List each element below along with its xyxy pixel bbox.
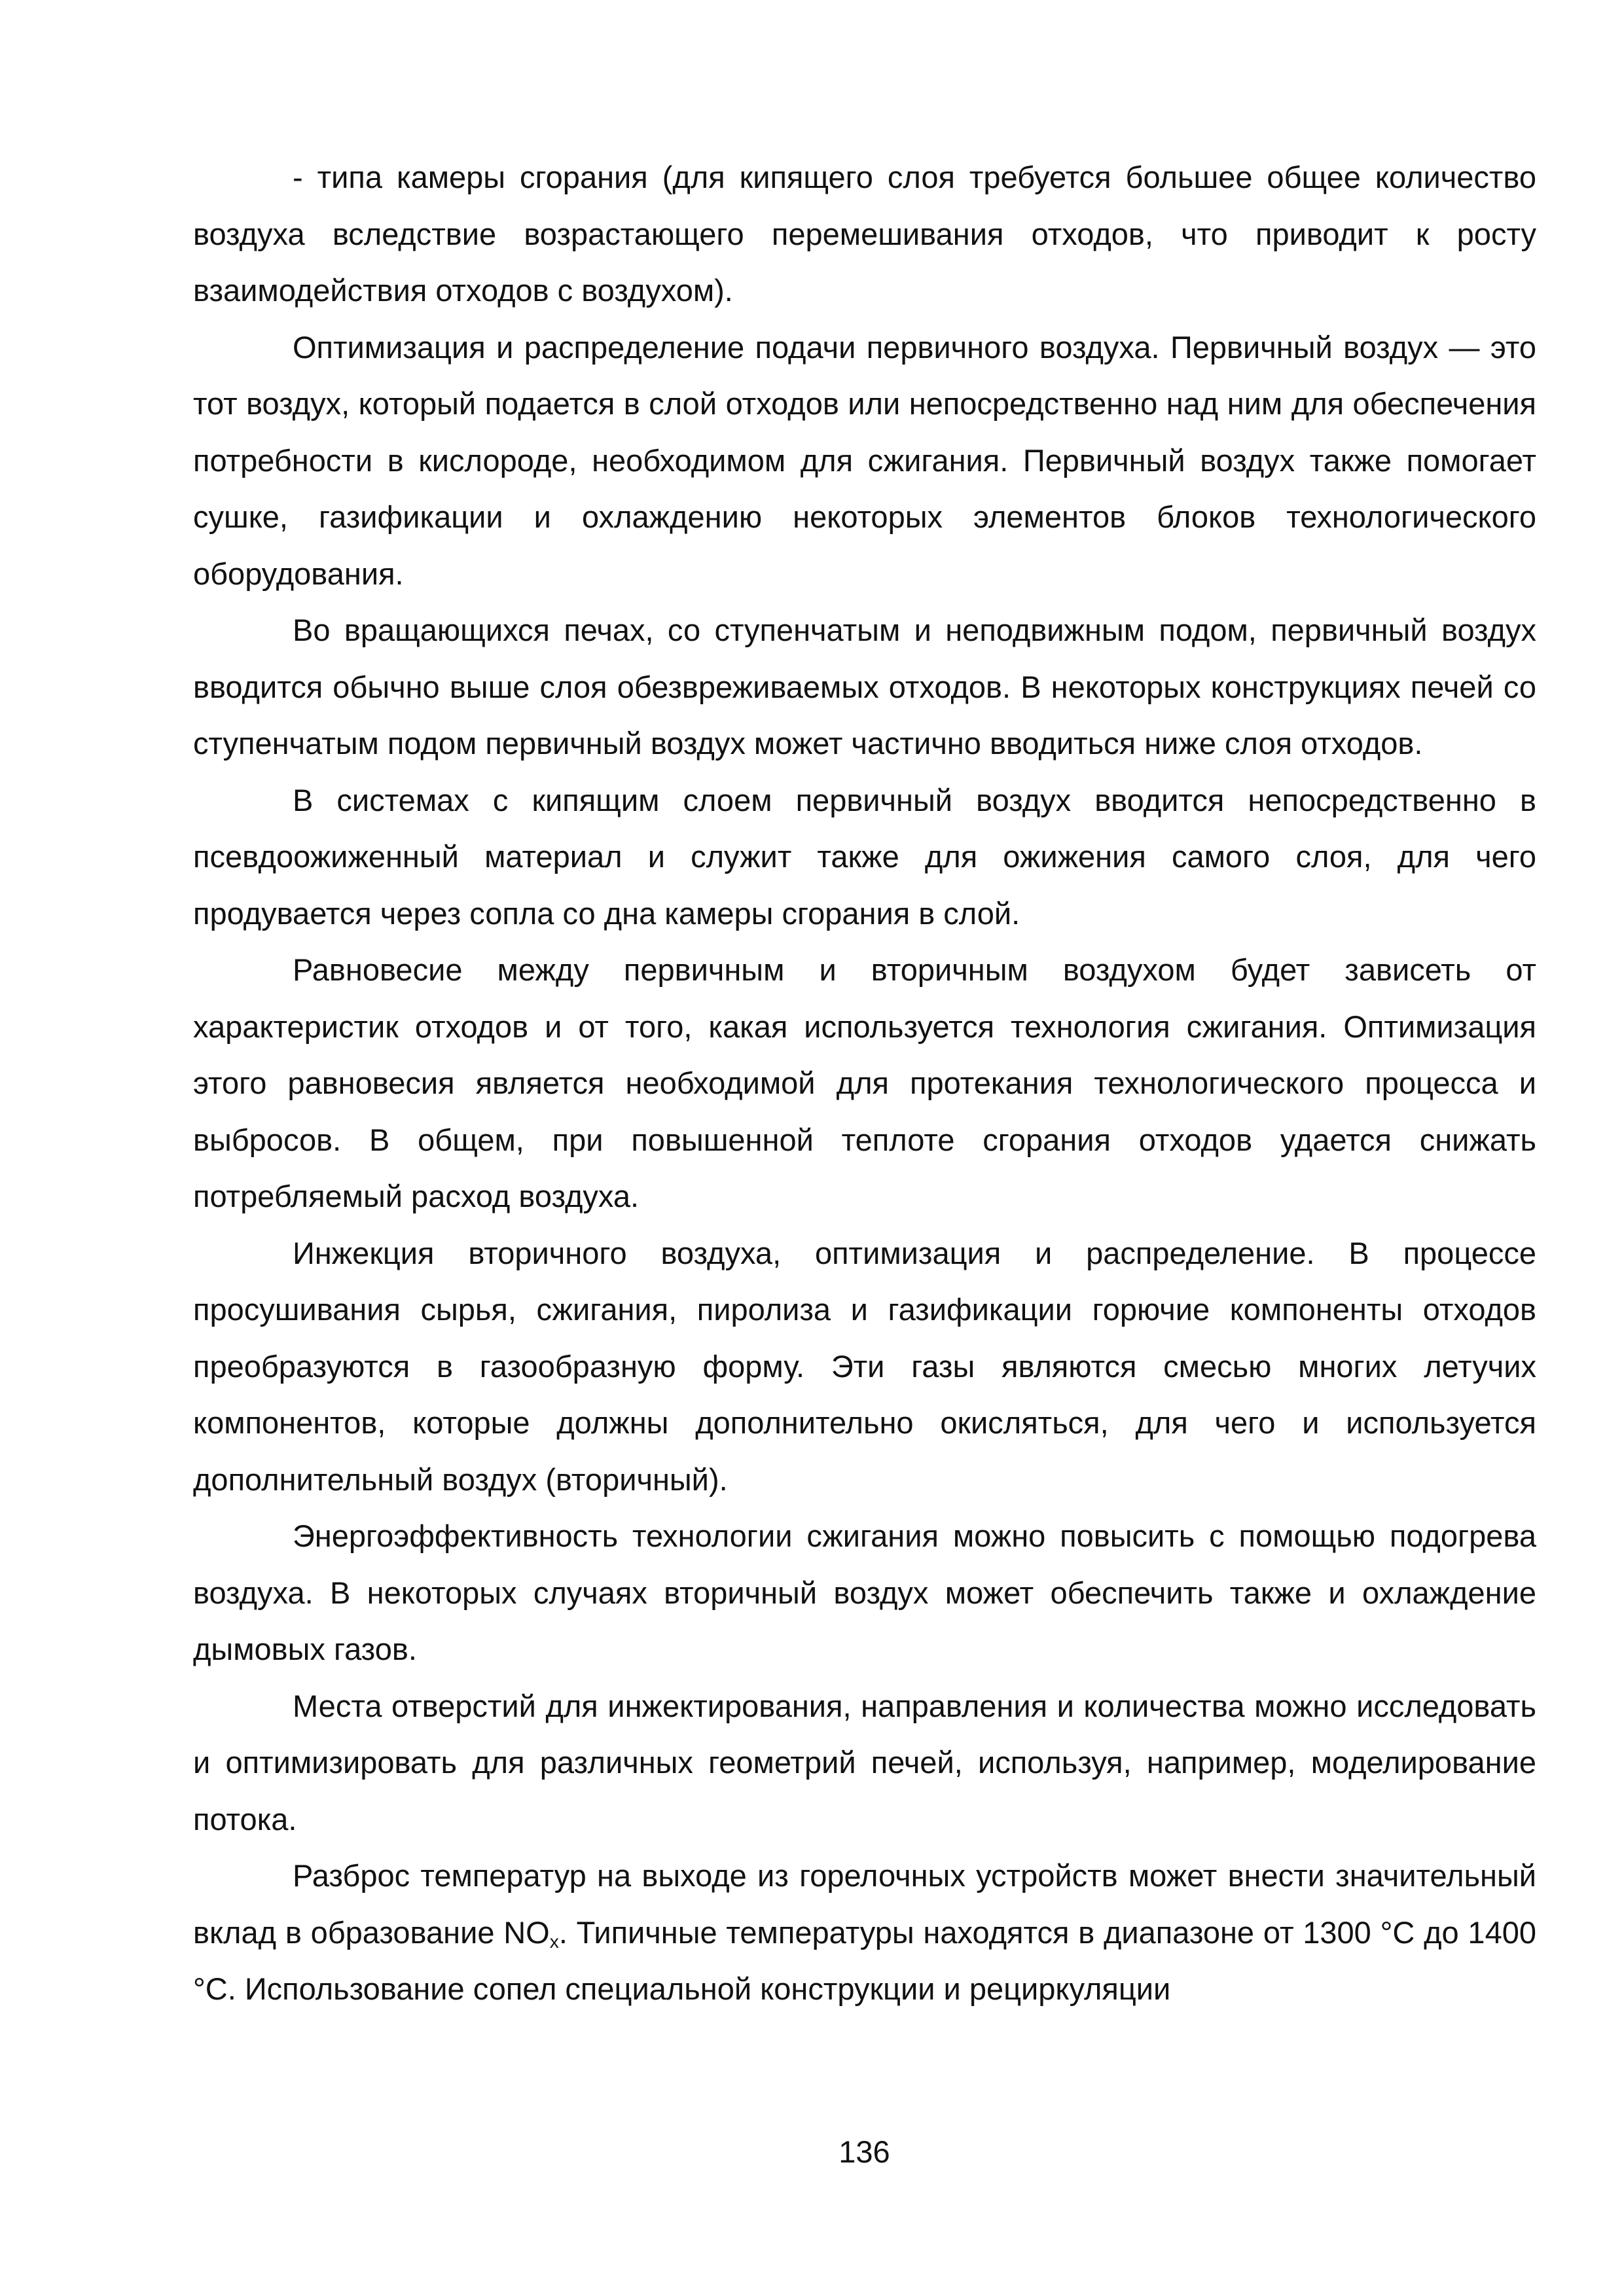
paragraph-secondary-air-injection: Инжекция вторичного воздуха, оптимизация и распределение. В процессе просушивания сырья, сжигания, пиролиза и газификации горючие компоненты отходов преобразуются в газообразную форму. Эти газы являются смесью многих летучих компонентов, которые должны дополнительно окисляться, для чего и используется дополнительный воздух (вторичный).	[193, 1235, 1536, 1497]
paragraph-air-balance: Равновесие между первичным и вторичным воздухом будет зависеть от характеристик отходов и от того, какая используется технология сжигания. Оптимизация этого равновесия является необходимой для протекания технологического процесса и выбросов. В общем, при повышенной теплоте сгорания отходов удается снижать потребляемый расход воздуха.	[193, 952, 1536, 1213]
paragraph-fluidized-bed: В системах с кипящим слоем первичный воздух вводится непосредственно в псевдоожиженный материал и служит также для ожижения самого слоя, для чего продувается через сопла со дна камеры сгорания в слой.	[193, 782, 1536, 931]
paragraph-injection-openings: Места отверстий для инжектирования, направления и количества можно исследовать и оптимизировать для различных геометрий печей, используя, например, моделирование потока.	[193, 1688, 1536, 1837]
page-number: 136	[839, 2134, 890, 2169]
temperature-text-after: . Типичные температуры находятся в диапазоне от 1300 °С до 1400 °С. Использование сопел специальной конструкции и рециркуляции	[193, 1914, 1536, 2006]
temperature-text-before: Разброс температур на выходе из горелочных устройств может внести значительный вклад в образование NO	[193, 1858, 1536, 1950]
paragraph-combustion-chamber-type: - типа камеры сгорания (для кипящего слоя требуется большее общее количество воздуха вследствие возрастающего перемешивания отходов, что приводит к росту взаимодействия отходов с воздухом).	[193, 160, 1536, 308]
paragraph-rotary-kilns: Во вращающихся печах, со ступенчатым и неподвижным подом, первичный воздух вводится обычно выше слоя обезвреживаемых отходов. В некоторых конструкциях печей со ступенчатым подом первичный воздух может частично вводиться ниже слоя отходов.	[193, 613, 1536, 761]
paragraph-temperature-spread	[193, 1848, 1536, 2018]
paragraph-energy-efficiency: Энергоэффективность технологии сжигания можно повысить с помощью подогрева воздуха. В некоторых случаях вторичный воздух может обеспечить также и охлаждение дымовых газов.	[193, 1518, 1536, 1666]
document-body	[193, 149, 1536, 2018]
paragraph-primary-air-optimization: Оптимизация и распределение подачи первичного воздуха. Первичный воздух — это тот воздух, который подается в слой отходов или непосредственно над ним для обеспечения потребности в кислороде, необходимом для сжигания. Первичный воздух также помогает сушке, газификации и охлаждению некоторых элементов блоков технологического оборудования.	[193, 329, 1536, 591]
nox-subscript: x	[549, 1930, 559, 1952]
